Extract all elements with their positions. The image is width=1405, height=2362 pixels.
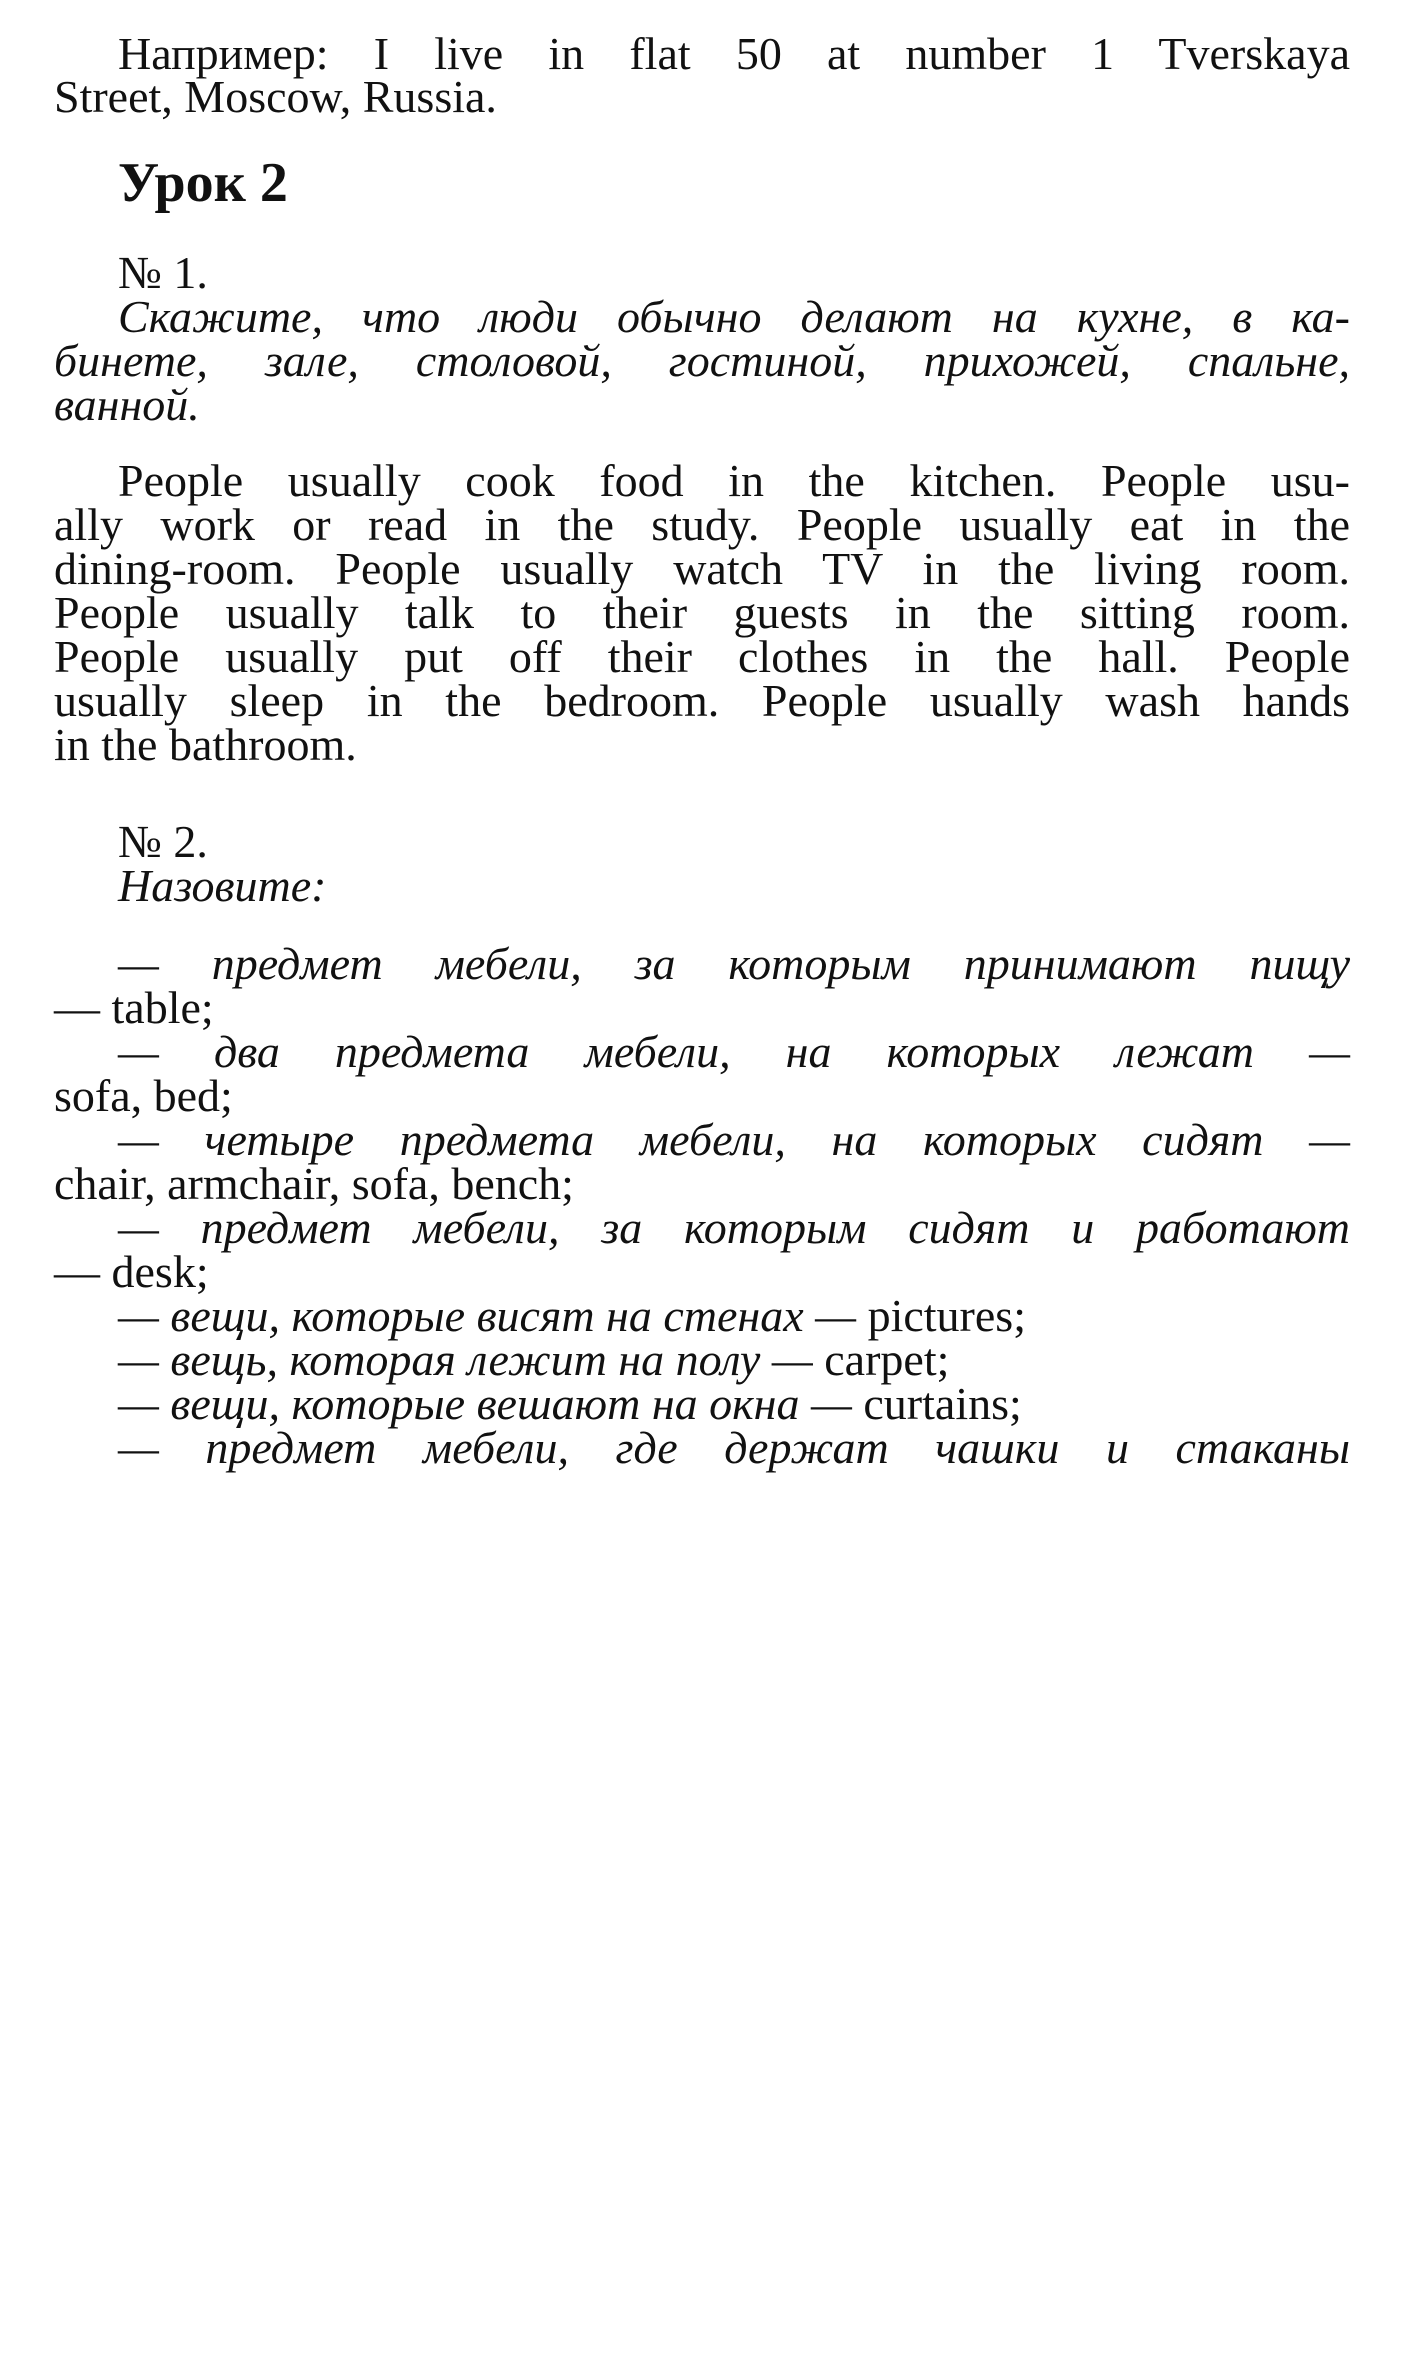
exercise-2-item-5-question: — вещи, которые висят на стенах — bbox=[118, 1290, 868, 1341]
exercise-1-number: № 1. bbox=[118, 247, 208, 298]
exercise-2-item-5-answer: pictures; bbox=[867, 1290, 1026, 1341]
exercise-2-item-8-question: — предмет мебели, где держат чашки и стаканы bbox=[118, 1422, 1350, 1473]
exercise-2-item-6-answer: carpet; bbox=[824, 1334, 950, 1385]
exercise-2-item-1-answer: — table; bbox=[54, 982, 214, 1033]
exercise-2-number: № 2. bbox=[118, 816, 208, 867]
exercise-2-item-6-question: — вещь, которая лежит на полу — bbox=[118, 1334, 825, 1385]
exercise-1-task-line-2: бинете, зале, столовой, гостиной, прихожей, спальне, bbox=[54, 335, 1350, 386]
exercise-2-item-7-question: — вещи, которые вешают на окна — bbox=[118, 1378, 864, 1429]
lesson-title: Урок 2 bbox=[118, 152, 288, 214]
exercise-1-task-line-3: ванной. bbox=[54, 379, 200, 430]
exercise-1-answer-line-3: dining-room. People usually watch TV in the living room. bbox=[54, 543, 1350, 594]
exercise-2-item-3-answer: chair, armchair, sofa, bench; bbox=[54, 1158, 574, 1209]
exercise-2-item-3-question: — четыре предмета мебели, на которых сидят — bbox=[118, 1114, 1350, 1165]
exercise-1-answer-line-5: People usually put off their clothes in the hall. People bbox=[54, 631, 1350, 682]
intro-line-2: Street, Moscow, Russia. bbox=[54, 71, 497, 122]
exercise-1-task-line-1: Скажите, что люди обычно делают на кухне, в ка- bbox=[118, 291, 1350, 342]
exercise-2-item-1-question: — предмет мебели, за которым принимают пищу bbox=[118, 938, 1350, 989]
exercise-2-item-2-answer: sofa, bed; bbox=[54, 1070, 233, 1121]
exercise-1-answer-line-2: ally work or read in the study. People usually eat in the bbox=[54, 499, 1350, 550]
exercise-2-item-4-question: — предмет мебели, за которым сидят и работают bbox=[118, 1202, 1350, 1253]
exercise-1-answer-line-6: usually sleep in the bedroom. People usually wash hands bbox=[54, 675, 1350, 726]
intro-line-1: Например: I live in flat 50 at number 1 Tverskaya bbox=[118, 28, 1350, 79]
exercise-1-answer-line-4: People usually talk to their guests in the sitting room. bbox=[54, 587, 1350, 638]
exercise-2-task: Назовите: bbox=[118, 860, 327, 911]
exercise-1-answer-line-7: in the bathroom. bbox=[54, 719, 357, 770]
exercise-2-item-2-question: — два предмета мебели, на которых лежат — bbox=[118, 1026, 1350, 1077]
exercise-2-item-4-answer: — desk; bbox=[54, 1246, 209, 1297]
exercise-2-item-7-answer: curtains; bbox=[863, 1378, 1022, 1429]
exercise-1-answer-line-1: People usually cook food in the kitchen. People usu- bbox=[118, 455, 1350, 506]
